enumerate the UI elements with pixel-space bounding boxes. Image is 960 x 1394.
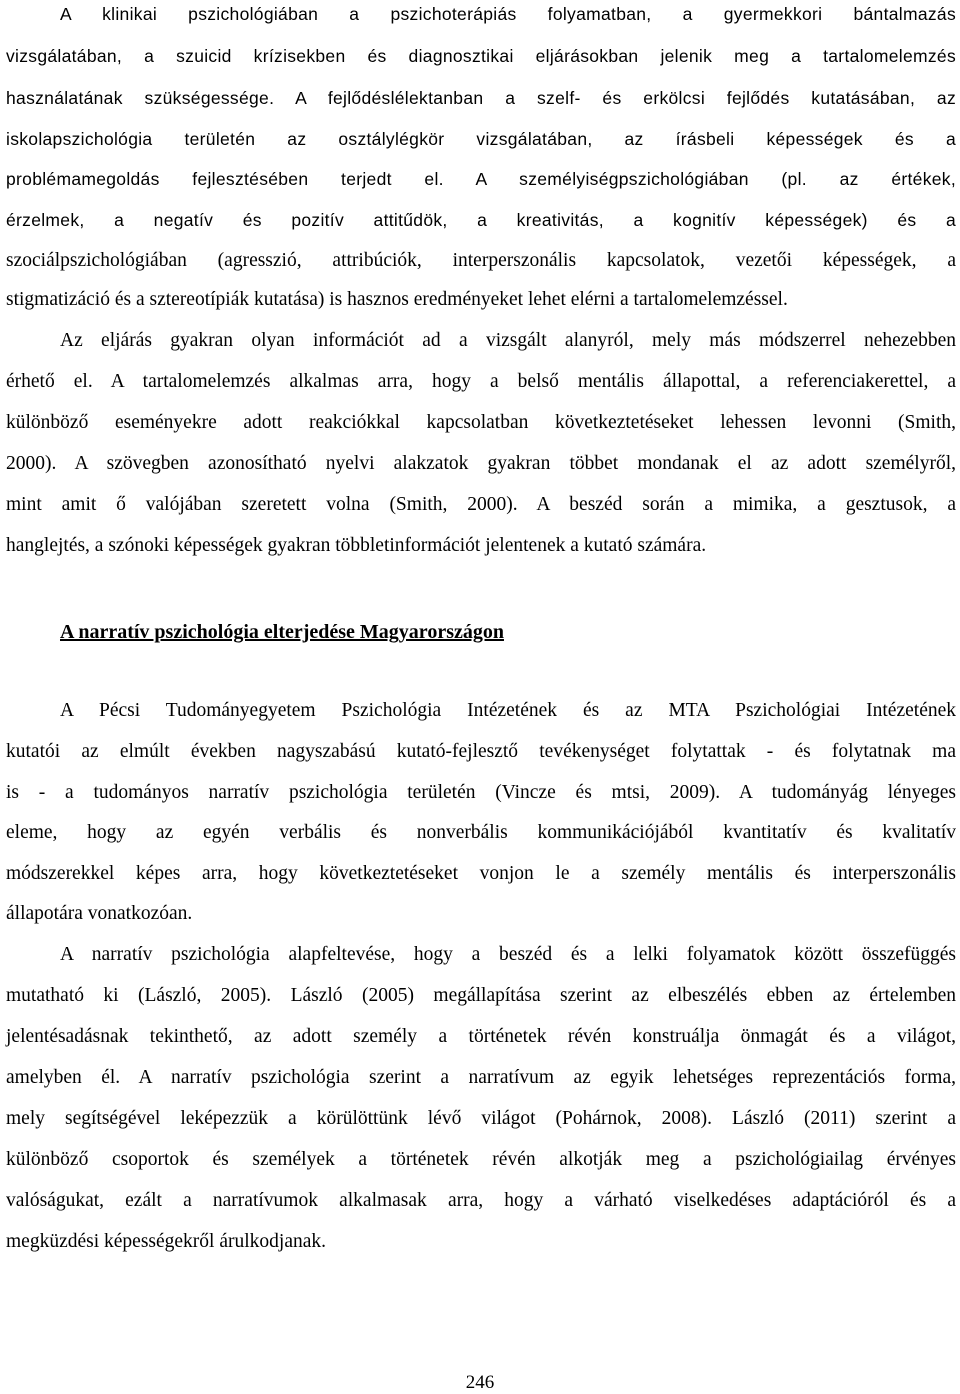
paragraph-2-line-1: Az eljárás gyakran olyan információt ad a vizsgált alanyról, mely más módszerrel nehezebben — [60, 330, 956, 351]
paragraph-3-line-4: eleme, hogy az egyén verbális és nonverbális kommunikációjából kvantitatív és kvalitatív — [6, 822, 956, 843]
paragraph-4-line-2: mutatható ki (László, 2005). László (2005) megállapítása szerint az elbeszélés ebben az értelemben — [6, 985, 956, 1006]
paragraph-4-line-5: mely segítségével leképezzük a körülöttünk lévő világot (Pohárnok, 2008). László (2011) szerint a — [6, 1108, 956, 1129]
paragraph-4-line-7: valóságukat, ezált a narratívumok alkalmasak arra, hogy a várható viselkedéses adaptációról és a — [6, 1190, 956, 1211]
paragraph-3-line-1: A Pécsi Tudományegyetem Pszichológia Intézetének és az MTA Pszichológiai Intézetének — [60, 700, 956, 721]
paragraph-1-line-7: szociálpszichológiában (agresszió, attribúciók, interperszonális kapcsolatok, vezetői képességek, a — [6, 250, 956, 271]
paragraph-3-line-3: is - a tudományos narratív pszichológia területén (Vincze és mtsi, 2009). A tudományág lényeges — [6, 782, 956, 803]
page-number: 246 — [465, 1372, 495, 1393]
paragraph-1-line-3: használatának szükségessége. A fejlődéslélektanban a szelf- és erkölcsi fejlődés kutatásában, az — [6, 88, 956, 108]
paragraph-1-line-2: vizsgálatában, a szuicid krízisekben és diagnosztikai eljárásokban jelenik meg a tartalomelemzés — [6, 46, 956, 66]
paragraph-1-line-5: problémamegoldás fejlesztésében terjedt el. A személyiségpszichológiában (pl. az értékek, — [6, 169, 956, 189]
paragraph-1-line-1: A klinikai pszichológiában a pszichoterápiás folyamatban, a gyermekkori bántalmazás — [60, 4, 956, 24]
paragraph-2-line-6: hanglejtés, a szónoki képességek gyakran többletinformációt jelentenek a kutató számára. — [6, 535, 707, 556]
paragraph-4-line-1: A narratív pszichológia alapfeltevése, hogy a beszéd és a lelki folyamatok között összefüggés — [60, 944, 956, 965]
paragraph-3-line-6: állapotára vonatkozóan. — [6, 903, 193, 924]
paragraph-4-line-6: különböző csoportok és személyek a történetek révén alkotják meg a pszichológiailag érvényes — [6, 1149, 956, 1170]
paragraph-4-line-3: jelentésadásnak tekinthető, az adott személy a történetek révén konstruálja önmagát és a világot, — [6, 1026, 956, 1047]
paragraph-2-line-5: mint amit ő valójában szeretett volna (Smith, 2000). A beszéd során a mimika, a gesztusok, a — [6, 494, 956, 515]
paragraph-1-line-6: érzelmek, a negatív és pozitív attitűdök, a kreativitás, a kognitív képességek) és a — [6, 210, 956, 230]
paragraph-2-line-2: érhető el. A tartalomelemzés alkalmas arra, hogy a belső mentális állapottal, a referenciakerettel, a — [6, 371, 956, 392]
paragraph-2-line-4: 2000). A szövegben azonosítható nyelvi alakzatok gyakran többet mondanak el az adott személyről, — [6, 453, 956, 474]
paragraph-4-line-8: megküzdési képességekről árulkodjanak. — [6, 1231, 327, 1252]
paragraph-3-line-5: módszerekkel képes arra, hogy következtetéseket vonjon le a személy mentális és interperszonális — [6, 863, 956, 884]
paragraph-3-line-2: kutatói az elmúlt években nagyszabású kutató-fejlesztő tevékenységet folytattak - és folytatnak ma — [6, 741, 956, 762]
section-heading: A narratív pszichológia elterjedése Magyarországon — [60, 621, 504, 643]
paragraph-2-line-3: különböző eseményekre adott reakciókkal kapcsolatban következtetéseket lehessen levonni (Smith, — [6, 412, 956, 433]
paragraph-1-line-8: stigmatizáció és a sztereotípiák kutatása) is hasznos eredményeket lehet elérni a tartalomelemzéssel. — [6, 289, 788, 310]
paragraph-1-line-4: iskolapszichológia területén az osztálylégkör vizsgálatában, az írásbeli képességek és a — [6, 129, 956, 149]
paragraph-4-line-4: amelyben él. A narratív pszichológia szerint a narratívum az egyik lehetséges reprezentációs forma, — [6, 1067, 956, 1088]
